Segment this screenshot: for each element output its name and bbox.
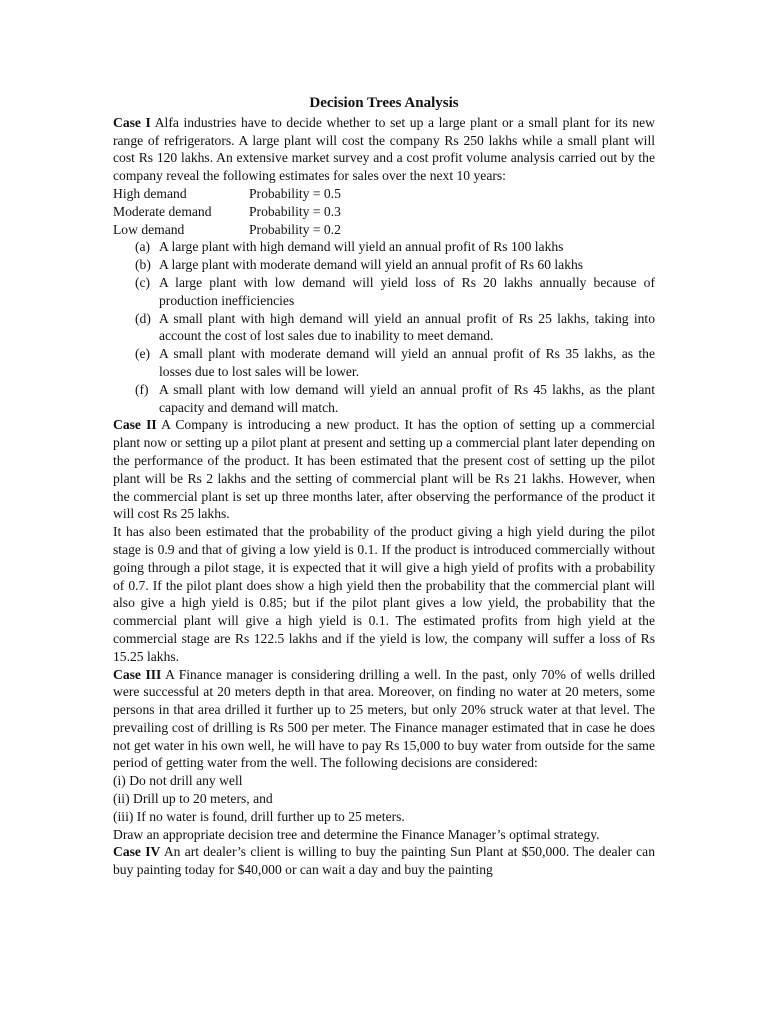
probability-row: [113, 221, 655, 239]
list-item-text: A small plant with high demand will yield an annual profit of Rs 25 lakhs, taking into account the cost of lost sales due to inability to meet demand.: [159, 310, 655, 344]
demand-label: High demand: [113, 185, 187, 201]
probability-value: Probability = 0.5: [249, 185, 341, 201]
demand-label: Moderate demand: [113, 203, 212, 219]
case-3-closing: Draw an appropriate decision tree and determine the Finance Manager’s optimal strategy.: [113, 826, 600, 842]
case-4-label: Case IV: [113, 844, 161, 860]
case-3-para-text: A Finance manager is considering drilling a well. In the past, only 70% of wells drilled were successful at 20 meters depth in that area. Moreover, on finding no water at 20 meters, some persons in that area drilled it further up to 25 meters, but only 20% struck water at that level. The prevailing cost of drilling is Rs 500 per meter. The Finance manager estimated that in case he does not get water in his own well, he will have to pay Rs 15,000 to buy water from outside for the same period of getting water from the well. The following decisions are considered:: [113, 666, 655, 771]
case-1-intro-text: Alfa industries have to decide whether to set up a large plant or a small plant for its new range of refrigerators. A large plant will cost the company Rs 250 lakhs while a small plant will cost Rs 120 lakhs. An extensive market survey and a cost profit volume analysis carried out by the company reveal the following estimates for sales over the next 10 years:: [113, 114, 655, 184]
list-item: [113, 238, 655, 256]
case-4-para-text: An art dealer’s client is willing to buy the painting Sun Plant at $50,000. The dealer can buy painting today for $40,000 or can wait a day and buy the painting: [113, 844, 655, 878]
case-2-paragraph-2: It has also been estimated that the probability of the product giving a high yield during the pilot stage is 0.9 and that of giving a low yield is 0.1. If the product is introduced commercially without going through a pilot stage, it is expected that it will give a high yield of profits with a probability of 0.7. If the pilot plant does show a high yield then the probability that the commercial plant will also give a high yield is 0.85; but if the pilot plant gives a low yield, the probability that the commercial plant will give a high yield is 0.1. The estimated profits from high yield at the commercial stage are Rs 122.5 lakhs and if the yield is low, the company will suffer a loss of Rs 15.25 lakhs.: [113, 524, 655, 664]
list-item: [113, 310, 655, 346]
demand-label: Low demand: [113, 221, 185, 237]
case-1-probability-table: [113, 185, 655, 238]
case-3-label: Case III: [113, 666, 162, 682]
list-marker: (b): [135, 257, 151, 273]
list-marker: (c): [135, 274, 151, 290]
list-marker: (a): [135, 239, 151, 255]
document-page: [113, 95, 655, 879]
case-3-option: (ii) Drill up to 20 meters, and: [113, 791, 273, 807]
case-2-para-1-text: A Company is introducing a new product. It has the option of setting up a commercial plant now or setting up a pilot plant at present and setting up a commercial plant later depending on the performance of the product. It has been estimated that the present cost of setting up the pilot plant will be Rs 2 lakhs and the setting of commercial plant will be Rs 21 lakhs. However, when the commercial plant is set up three months later, after observing the performance of the product it will cost Rs 25 lakhs.: [113, 417, 655, 522]
document-title: Decision Trees Analysis: [309, 95, 459, 111]
list-marker: (d): [135, 310, 151, 326]
list-marker: (e): [135, 346, 151, 362]
list-item-text: A large plant with moderate demand will yield an annual profit of Rs 60 lakhs: [159, 257, 584, 273]
case-1-outcome-list: [113, 238, 655, 416]
probability-value: Probability = 0.3: [249, 203, 341, 219]
probability-row: [113, 203, 655, 221]
case-1-intro: [113, 114, 655, 185]
list-item: [113, 256, 655, 274]
case-3-option: (iii) If no water is found, drill further up to 25 meters.: [113, 808, 405, 824]
case-2-label: Case II: [113, 417, 157, 433]
case-3-paragraph: [113, 666, 655, 773]
list-item-text: A large plant with high demand will yield an annual profit of Rs 100 lakhs: [159, 239, 564, 255]
case-3-option: (i) Do not drill any well: [113, 773, 243, 789]
list-item-text: A small plant with moderate demand will yield an annual profit of Rs 35 lakhs, as the losses due to lost sales will be lower.: [159, 346, 655, 379]
list-marker: (f): [135, 381, 149, 397]
probability-value: Probability = 0.2: [249, 221, 341, 237]
list-item-text: A large plant with low demand will yield loss of Rs 20 lakhs annually because of production inefficiencies: [159, 274, 655, 308]
list-item: [113, 345, 655, 381]
list-item: [113, 381, 655, 417]
case-2-paragraph-1: [113, 416, 655, 523]
list-item: [113, 274, 655, 310]
case-4-paragraph: [113, 843, 655, 879]
list-item-text: A small plant with low demand will yield an annual profit of Rs 45 lakhs, as the plant capacity and demand will match.: [159, 381, 655, 415]
case-1-label: Case I: [113, 114, 151, 130]
probability-row: [113, 185, 655, 203]
